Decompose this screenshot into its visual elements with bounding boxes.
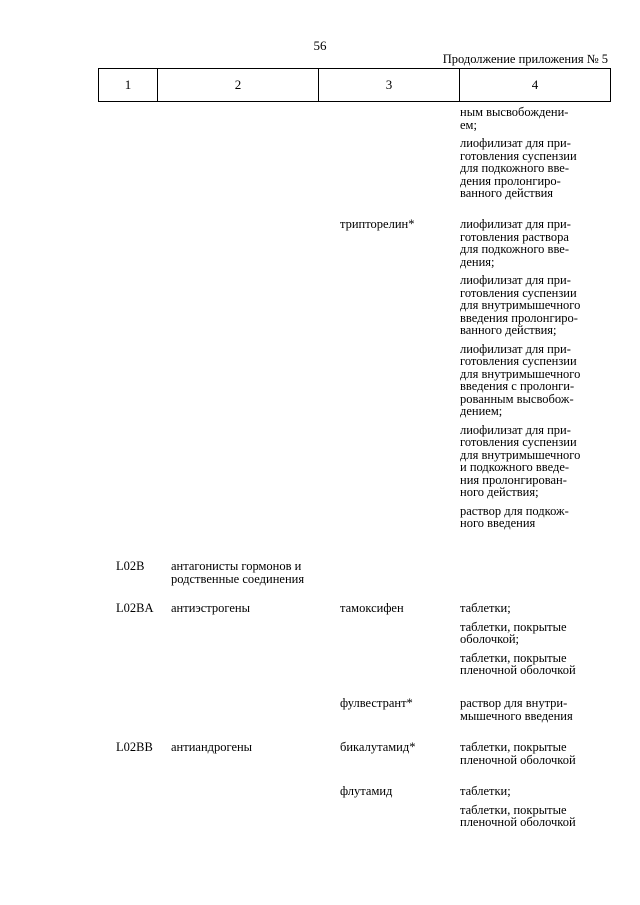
dosage-form: таблетки, покрытые оболочкой;: [460, 619, 567, 646]
page-number: 56: [313, 38, 327, 53]
header-col-3: 3: [319, 69, 460, 102]
dosage-form: лиофилизат для при- готовления суспензии для внутримышечного и подкожного введе- ния пролонгирован- ного действия;: [460, 422, 581, 499]
dosage-form: лиофилизат для при- готовления суспензии для внутримышечного введения с пролонги- рованным высвобож- дением;: [460, 341, 581, 418]
atc-code: L02B: [116, 559, 145, 573]
drug-name: флутамид: [340, 784, 393, 798]
dosage-form: лиофилизат для при- готовления суспензии для внутримышечного введения пролонгиро- ванного действия;: [460, 273, 581, 337]
dosage-form: лиофилизат для при- готовления суспензии для подкожного вве- дения пролонгиро- ванного действия: [460, 136, 577, 200]
header-col-1: 1: [99, 69, 158, 102]
group-name: антагонисты гормонов и родственные соединения: [171, 559, 305, 586]
header-col-4: 4: [460, 69, 611, 102]
drug-name: трипторелин*: [340, 217, 415, 231]
dosage-form: таблетки, покрытые пленочной оболочкой: [460, 740, 576, 767]
dosage-form: таблетки;: [460, 601, 511, 615]
drug-name: бикалутамид*: [340, 740, 416, 754]
drug-name: тамоксифен: [340, 601, 404, 615]
dosage-form: таблетки, покрытые пленочной оболочкой: [460, 802, 576, 829]
continuation-label: Продолжение приложения № 5: [442, 52, 608, 66]
atc-code: L02BB: [116, 740, 153, 754]
dosage-form: таблетки, покрытые пленочной оболочкой: [460, 650, 576, 677]
table-header: [98, 68, 611, 102]
drug-name: фулвестрант*: [340, 696, 413, 710]
dosage-form: лиофилизат для при- готовления раствора для подкожного вве- дения;: [460, 217, 571, 269]
dosage-form: раствор для внутри- мышечного введения: [460, 696, 573, 723]
header-col-2: 2: [158, 69, 319, 102]
dosage-form: таблетки;: [460, 784, 511, 798]
group-name: антиандрогены: [171, 740, 253, 754]
group-name: антиэстрогены: [171, 601, 251, 615]
atc-code: L02BA: [116, 601, 154, 615]
dosage-form: ным высвобождени- ем;: [460, 105, 569, 132]
dosage-form: раствор для подкож- ного введения: [460, 503, 569, 530]
